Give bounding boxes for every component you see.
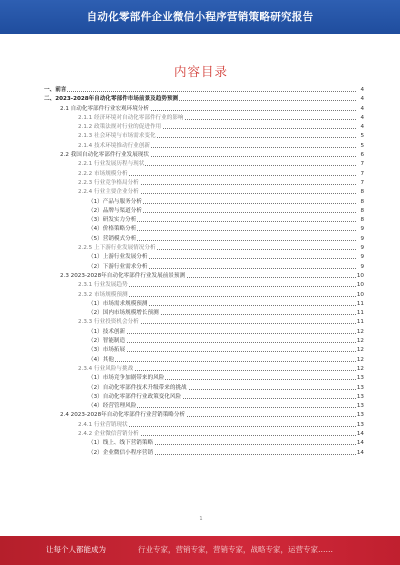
report-title: 自动化零部件企业微信小程序营销策略研究报告 [86,11,314,23]
toc-entry[interactable] [44,374,364,383]
toc-entry-label: （1）技术创新 [88,328,126,337]
toc-entry-label: （4）其他 [88,356,115,365]
toc-entry-page: 8 [360,189,364,196]
document-page [38,44,364,536]
toc-entry[interactable] [44,263,364,272]
toc-entry[interactable] [44,253,364,262]
toc-entry-page: 13 [356,412,364,419]
toc-entry-label: （3）自动化零部件行业政策变化风险 [88,393,182,402]
toc-entry-label: （2）下游行业需求分析 [88,263,149,272]
toc-heading: 内容目录 [173,64,228,79]
toc-entry-page: 14 [356,440,364,447]
toc-entry-page: 8 [360,198,364,205]
toc-entry[interactable] [44,132,364,141]
toc-entry[interactable] [44,179,364,188]
toc-entry-page: 8 [360,207,364,214]
toc-entry[interactable] [44,114,364,123]
toc-entry-page: 9 [360,245,364,252]
toc-entry-page: 12 [356,365,364,372]
page-number: 1 [199,516,203,522]
toc-entry-page: 9 [360,263,364,270]
toc-entry-page: 5 [360,133,364,140]
toc-entry[interactable] [44,430,364,439]
toc-leader-dots [44,90,356,92]
toc-entry-page: 12 [356,356,364,363]
toc-entry-page: 9 [360,226,364,233]
toc-entry-label: （1）上游行业发展分析 [88,253,149,262]
toc-entry[interactable] [44,216,364,225]
toc-entry-page: 11 [356,319,364,326]
toc-entry-label: （2）自动化零部件技术升级带来的挑战 [88,384,188,393]
toc-entry-label: 2.1.2 政策法规对行业的促进作用 [78,123,162,132]
toc-leader-dots [88,341,356,343]
toc-entry-label: 2.2.4 行业主要企业分析 [78,188,140,197]
toc-entry-label: 2.2.2 市场规模分析 [78,170,129,179]
toc-entry[interactable] [44,439,364,448]
toc-entry-page: 13 [356,375,364,382]
toc-entry[interactable] [44,272,364,281]
toc-entry-page: 12 [356,338,364,345]
toc-entry[interactable] [44,244,364,253]
toc-entry-page: 13 [356,384,364,391]
toc-entry-label: 2.1.1 经济环境对自动化零部件行业的影响 [78,114,185,123]
toc-entry[interactable] [44,318,364,327]
toc-entry[interactable] [44,160,364,169]
toc-entry[interactable] [44,170,364,179]
toc-entry-page: 4 [360,124,364,131]
toc-entry-page: 12 [356,347,364,354]
toc-entry-label: 二、2023-2028年自动化零部件市场前景及趋势预测 [44,95,179,104]
toc-leader-dots [88,332,356,334]
toc-entry-page: 10 [356,291,364,298]
footer-slogan: 让每个人都能成为 [46,545,106,554]
toc-entry-label: 一、前言 [44,86,67,95]
table-of-contents [44,86,364,458]
toc-entry-page: 11 [356,300,364,307]
toc-entry-label: 2.3.4 行业风险与挑战 [78,365,134,374]
toc-entry-label: 2.4 2023-2028年自动化零部件行业营销策略分析 [60,411,186,420]
toc-entry-label: （2）国内市场规模增长预测 [88,309,160,318]
toc-entry[interactable] [44,421,364,430]
toc-entry-page: 8 [360,217,364,224]
toc-entry[interactable] [44,346,364,355]
toc-entry[interactable] [44,402,364,411]
toc-entry[interactable] [44,105,364,114]
toc-entry-label: （4）经营管理风险 [88,402,137,411]
toc-entry[interactable] [44,449,364,458]
toc-entry[interactable] [44,309,364,318]
footer-tagline: 行业专家，营销专家，营销专家，战略专家，运营专家…… [138,545,333,554]
toc-entry[interactable] [44,86,364,95]
toc-entry-label: 2.1 自动化零部件行业宏观环境分析 [60,105,150,114]
toc-entry[interactable] [44,188,364,197]
toc-entry[interactable] [44,95,364,104]
toc-entry-label: 2.1.4 技术环境推动行业创新 [78,142,151,151]
footer-banner [0,536,400,565]
toc-entry-label: 2.2.5 上下游行业发展情况分析 [78,244,157,253]
toc-entry-label: 2.3.3 行业投资机会分析 [78,318,140,327]
toc-entry-label: （1）市场需求规模预测 [88,300,149,309]
top-banner [0,0,400,34]
toc-entry-page: 4 [360,96,364,103]
toc-entry[interactable] [44,207,364,216]
toc-entry-page: 5 [360,142,364,149]
toc-entry-label: （2）智能制造 [88,337,126,346]
toc-entry-page: 11 [356,310,364,317]
toc-entry-page: 7 [360,179,364,186]
toc-entry[interactable] [44,281,364,290]
toc-entry-label: 2.4.1 行业营销现状 [78,421,129,430]
toc-entry[interactable] [44,337,364,346]
toc-entry-page: 4 [360,87,364,93]
toc-entry[interactable] [44,328,364,337]
toc-entry[interactable] [44,235,364,244]
toc-entry-page: 4 [360,114,364,121]
toc-entry-label: （2）品牌与渠道分析 [88,207,143,216]
toc-entry[interactable] [44,384,364,393]
toc-leader-dots [88,350,356,352]
toc-entry-page: 14 [356,430,364,437]
toc-entry[interactable] [44,291,364,300]
toc-entry[interactable] [44,151,364,160]
toc-entry-label: 2.2.1 行业发展历程与现状 [78,160,145,169]
toc-entry-page: 7 [360,161,364,168]
toc-entry-page: 9 [360,235,364,242]
toc-entry-label: 2.2.3 行业竞争格局分析 [78,179,140,188]
toc-entry[interactable] [44,300,364,309]
toc-entry[interactable] [44,225,364,234]
toc-entry-label: 2.4.2 企业微信营销分析 [78,430,140,439]
toc-entry-label: （4）价格策略分析 [88,225,137,234]
toc-entry[interactable] [44,411,364,420]
toc-entry-label: （1）市场竞争加剧带来的风险 [88,374,165,383]
toc-entry[interactable] [44,393,364,402]
toc-entry-page: 13 [356,403,364,410]
toc-entry-page: 14 [356,449,364,456]
toc-entry-page: 13 [356,421,364,428]
toc-entry-page: 10 [356,282,364,289]
toc-entry-label: 2.1.3 社会环境与市场需求变化 [78,132,157,141]
toc-entry-page: 12 [356,328,364,335]
toc-entry-label: （2）企业微信小程序营销 [88,449,154,458]
toc-entry-label: 2.3.2 市场规模预测 [78,291,129,300]
toc-entry-label: （1）产品与服务分析 [88,198,143,207]
toc-entry-page: 7 [360,170,364,177]
toc-entry-page: 10 [356,272,364,279]
toc-entry[interactable] [44,198,364,207]
toc-entry-label: （1）线上、线下营销策略 [88,439,154,448]
toc-entry-label: 2.2 我国自动化零部件行业发展现状 [60,151,150,160]
toc-entry-page: 6 [360,152,364,159]
toc-entry-page: 9 [360,254,364,261]
toc-entry-label: （3）研发实力分析 [88,216,137,225]
toc-entry-label: 2.3.1 行业发展趋势 [78,281,129,290]
toc-entry[interactable] [44,356,364,365]
toc-entry-page: 4 [360,105,364,112]
toc-entry[interactable] [44,365,364,374]
toc-entry[interactable] [44,123,364,132]
toc-entry-label: （3）市场拓展 [88,346,126,355]
toc-entry-label: 2.3 2023-2028年自动化零部件行业发展前景预测 [60,272,186,281]
toc-entry[interactable] [44,142,364,151]
toc-entry-label: （5）营销模式分析 [88,235,137,244]
toc-entry-page: 13 [356,393,364,400]
toc-leader-dots [88,360,356,362]
